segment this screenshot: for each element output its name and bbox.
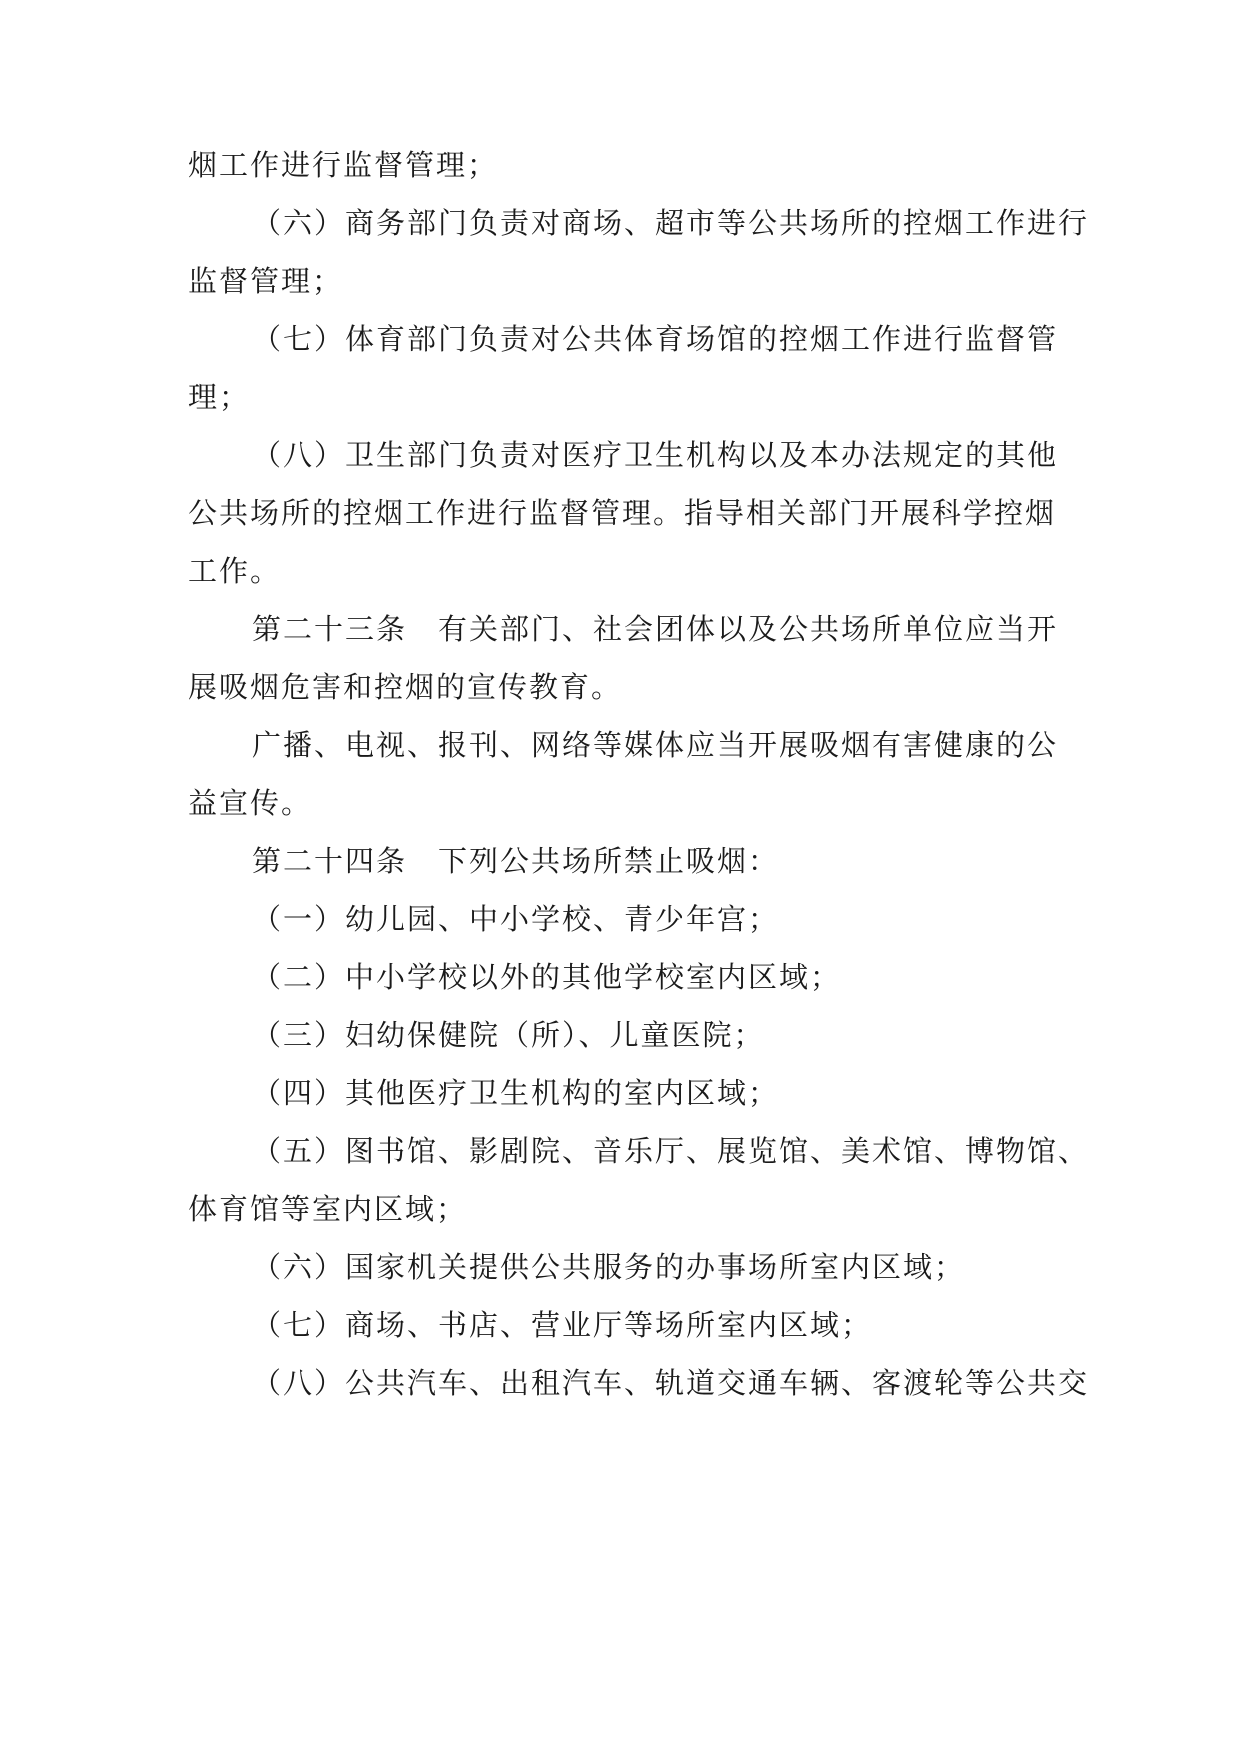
list-item: （三）妇幼保健院（所）、儿童医院； — [252, 1018, 765, 1052]
list-item: （二）中小学校以外的其他学校室内区域； — [252, 960, 842, 994]
text-line: 监督管理； — [188, 264, 344, 298]
text-line: （六）商务部门负责对商场、超市等公共场所的控烟工作进行 — [252, 206, 1090, 240]
text-line: 烟工作进行监督管理； — [188, 148, 499, 182]
list-item: （五）图书馆、影剧院、音乐厅、展览馆、美术馆、博物馆、 — [252, 1134, 1090, 1168]
article-heading-23: 第二十三条 有关部门、社会团体以及公共场所单位应当开 — [252, 612, 1059, 646]
text-line: 理； — [188, 380, 251, 414]
list-item: （八）公共汽车、出租汽车、轨道交通车辆、客渡轮等公共交 — [252, 1366, 1090, 1400]
list-item: （六）国家机关提供公共服务的办事场所室内区域； — [252, 1250, 966, 1284]
list-item-continuation: 体育馆等室内区域； — [188, 1192, 468, 1226]
article-heading-24: 第二十四条 下列公共场所禁止吸烟： — [252, 844, 780, 878]
list-item: （四）其他医疗卫生机构的室内区域； — [252, 1076, 780, 1110]
text-line: 展吸烟危害和控烟的宣传教育。 — [188, 670, 623, 704]
text-line: （七）体育部门负责对公共体育场馆的控烟工作进行监督管 — [252, 322, 1059, 356]
text-line: 公共场所的控烟工作进行监督管理。指导相关部门开展科学控烟 — [188, 496, 1057, 530]
text-line: 广播、电视、报刊、网络等媒体应当开展吸烟有害健康的公 — [252, 728, 1059, 762]
list-item: （七）商场、书店、营业厅等场所室内区域； — [252, 1308, 873, 1342]
text-line: 工作。 — [188, 554, 282, 588]
text-line: 益宣传。 — [188, 786, 313, 820]
list-item: （一）幼儿园、中小学校、青少年宫； — [252, 902, 780, 936]
text-line: （八）卫生部门负责对医疗卫生机构以及本办法规定的其他 — [252, 438, 1059, 472]
